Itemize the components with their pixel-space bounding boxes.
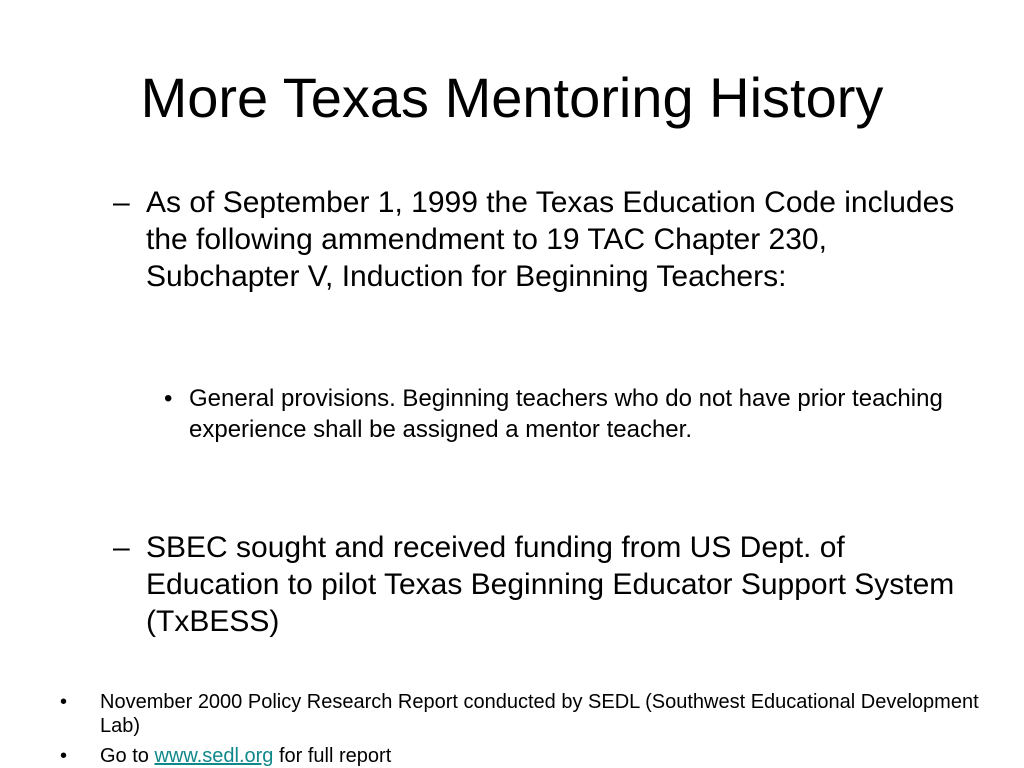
footnote-item [60,690,1010,738]
bullet-marker: • [60,745,68,767]
dash-marker: – [113,186,130,219]
dash-item [113,184,976,295]
footnote-text: November 2000 Policy Research Report conducted by SEDL (Southwest Educational Development Lab) [100,691,979,737]
bullet-marker: • [60,691,68,713]
dash-marker: – [113,531,130,564]
dash-item [113,529,976,640]
footnote-item [60,744,1010,768]
footnote-suffix: for full report [273,745,392,767]
sub-bullet-item [164,383,959,445]
sedl-link[interactable]: www.sedl.org [154,745,274,767]
sub-bullet-text: General provisions. Beginning teachers who do not have prior teaching experience shall be assigned a mentor teacher. [189,385,943,443]
footnote-prefix: Go to [100,745,155,767]
dash-item-text: As of September 1, 1999 the Texas Education Code includes the following ammendment to 19 TAC Chapter 230, Subchapter V, Induction for Beginning Teachers: [146,186,955,293]
slide-title: More Texas Mentoring History [140,66,884,129]
bullet-marker: • [164,385,173,412]
dash-item-text: SBEC sought and received funding from US Dept. of Education to pilot Texas Beginning Educator Support System (TxBESS) [146,531,955,638]
